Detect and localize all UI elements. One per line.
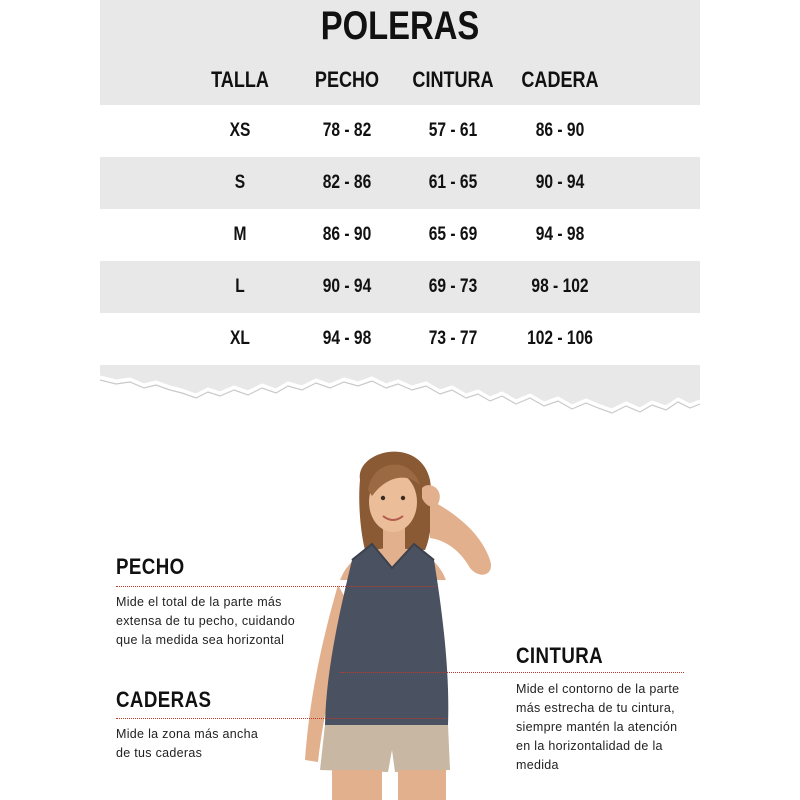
hip-cell: 98 - 102 [531,276,589,297]
chest-cell: 78 - 82 [322,120,372,141]
table-row [100,157,700,209]
caderas-description [116,725,258,763]
table-row [100,313,700,365]
chest-cell: 86 - 90 [322,224,372,245]
pecho-guide-line [116,586,436,587]
pecho-description-line: Mide el total de la parte más [116,595,282,609]
pecho-heading: PECHO [116,554,185,579]
cintura-heading: CINTURA [516,643,604,668]
table-row [100,105,700,157]
size-cell: XL [230,328,250,349]
hip-cell: 86 - 90 [535,120,585,141]
chest-cell: 82 - 86 [322,172,372,193]
cintura-description-line: Mide el contorno de la parte [516,682,680,696]
size-cell: S [234,172,246,193]
hip-cell: 102 - 106 [527,328,593,349]
header-talla: TALLA [211,67,269,92]
hip-cell: 94 - 98 [535,224,585,245]
column-headers [100,64,700,96]
pecho-description-line: que la medida sea horizontal [116,633,285,647]
cintura-description-line: más estrecha de tu cintura, [516,701,675,715]
caderas-heading: CADERAS [116,687,212,712]
waist-cell: 61 - 65 [428,172,478,193]
size-cell: XS [229,120,251,141]
chest-cell: 90 - 94 [322,276,372,297]
waist-cell: 69 - 73 [428,276,478,297]
table-row [100,209,700,261]
cintura-description-line: en la horizontalidad de la [516,739,663,753]
header-cintura: CINTURA [412,67,494,92]
cintura-description [516,680,679,775]
header-cadera: CADERA [521,67,599,92]
waist-cell: 65 - 69 [428,224,478,245]
size-table [100,0,700,365]
torn-paper-edge [100,365,700,425]
hip-cell: 90 - 94 [535,172,585,193]
caderas-guide-line [116,718,446,719]
size-cell: M [233,224,247,245]
table-row [100,261,700,313]
cintura-description-line: siempre mantén la atención [516,720,678,734]
caderas-description-line: de tus caderas [116,746,203,760]
model-illustration [280,440,520,800]
table-header [100,0,700,105]
pecho-description [116,593,295,650]
size-cell: L [235,276,245,297]
pecho-description-line: extensa de tu pecho, cuidando [116,614,295,628]
waist-cell: 73 - 77 [428,328,478,349]
header-pecho: PECHO [314,67,380,92]
page-title: POLERAS [320,4,480,48]
chest-cell: 94 - 98 [322,328,372,349]
cintura-guide-line [340,672,684,673]
caderas-description-line: Mide la zona más ancha [116,727,259,741]
waist-cell: 57 - 61 [428,120,478,141]
cintura-description-line: medida [516,758,559,772]
